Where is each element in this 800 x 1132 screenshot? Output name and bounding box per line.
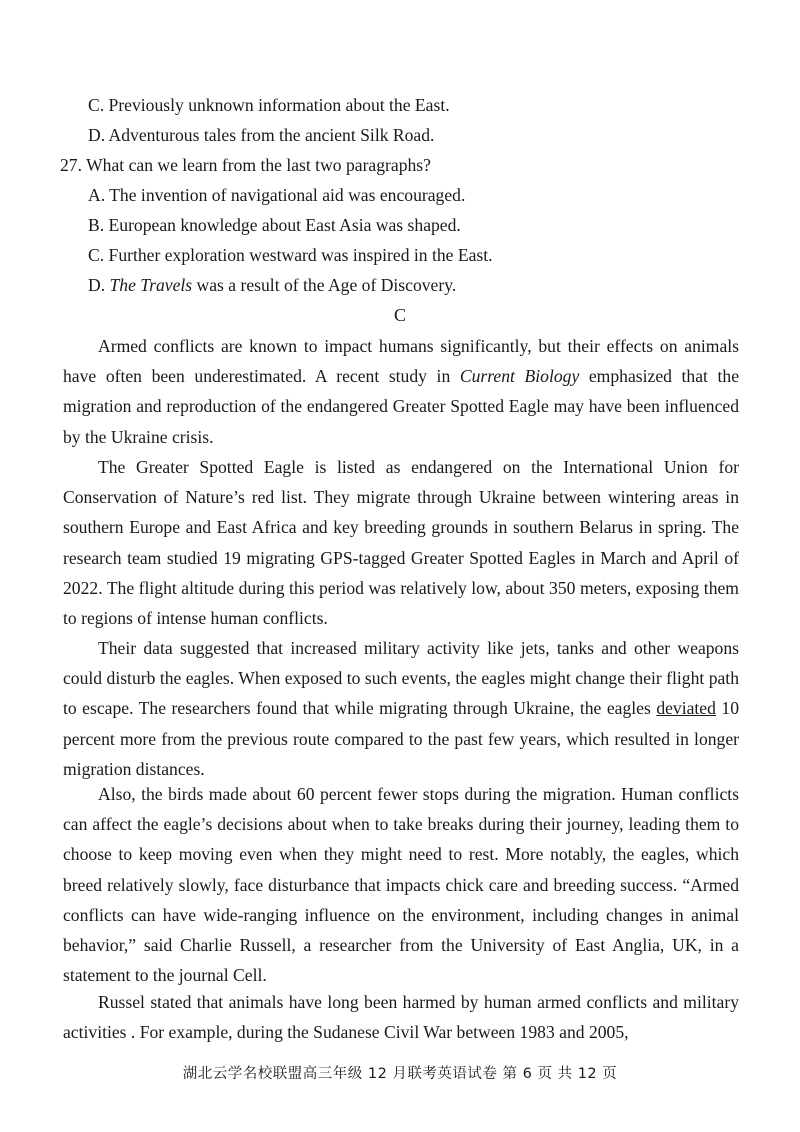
passage-paragraph-4: Also, the birds made about 60 percent fewer stops during the migration. Human conflicts can affect the eagle’s decisions about when to take breaks during their journey, leading them to choose to keep moving even when they might need to rest. More notably, the eagles, which breed relatively slowly, face disturbance that impacts chick care and breeding success. “Armed conflicts can have wide-ranging influence on the environment, including changes in animal behavior,” said Charlie Russell, a researcher from the University of East Anglia, UK, in a statement to the journal Cell. bbox=[63, 784, 739, 986]
q26-option-d: D. Adventurous tales from the ancient Silk Road. bbox=[88, 125, 435, 145]
q27-option-d-title: The Travels bbox=[109, 275, 193, 295]
passage-paragraph-5: Russel stated that animals have long been harmed by human armed conflicts and military activities . For example, during the Sudanese Civil War between 1983 and 2005, bbox=[63, 992, 739, 1043]
q27-option-d bbox=[88, 277, 456, 295]
q27-option-d-rest: was a result of the Age of Discovery. bbox=[192, 275, 457, 295]
paragraph-1-text-a: Armed conflicts are known to impact humans significantly, but their effects on animals have often been underestimated. A recent study in bbox=[63, 336, 739, 387]
q27-option-b: B. European knowledge about East Asia was shaped. bbox=[88, 215, 461, 235]
paragraph-1-text-b: emphasized that the migration and reproduction of the endangered Greater Spotted Eagle may have been influenced by the Ukraine crisis. bbox=[63, 366, 740, 447]
q26-option-c: C. Previously unknown information about the East. bbox=[88, 95, 450, 115]
passage-paragraph-1 bbox=[63, 331, 739, 452]
journal-title: Current Biology bbox=[459, 366, 580, 387]
paragraph-3-text-a: Their data suggested that increased military activity like jets, tanks and other weapons could disturb the eagles. When exposed to such events, the eagles might change their flight path to escape. The researchers found that while migrating through Ukraine, the eagles bbox=[63, 638, 739, 719]
q27-stem: 27. What can we learn from the last two paragraphs? bbox=[60, 155, 431, 175]
q27-option-a: A. The invention of navigational aid was encouraged. bbox=[88, 185, 466, 205]
section-heading: C bbox=[393, 305, 406, 325]
underlined-word-deviated: deviated bbox=[656, 698, 716, 719]
paragraph-3-text-b: 10 percent more from the previous route compared to the past few years, which resulted in longer migration distances. bbox=[63, 698, 740, 779]
passage-paragraph-3 bbox=[63, 633, 739, 784]
passage-paragraph-2: The Greater Spotted Eagle is listed as endangered on the International Union for Conservation of Nature’s red list. They migrate through Ukraine between wintering areas in southern Europe and East Africa and key breeding grounds in southern Belarus in spring. The research team studied 19 migrating GPS-tagged Greater Spotted Eagles in March and April of 2022. The flight altitude during this period was relatively low, about 350 meters, exposing them to regions of intense human conflicts. bbox=[63, 457, 739, 629]
q27-option-c: C. Further exploration westward was inspired in the East. bbox=[88, 245, 493, 265]
q27-option-d-prefix: D. bbox=[88, 275, 110, 295]
page-footer: 湖北云学名校联盟高三年级 12 月联考英语试卷 第 6 页 共 12 页 bbox=[182, 1066, 618, 1082]
